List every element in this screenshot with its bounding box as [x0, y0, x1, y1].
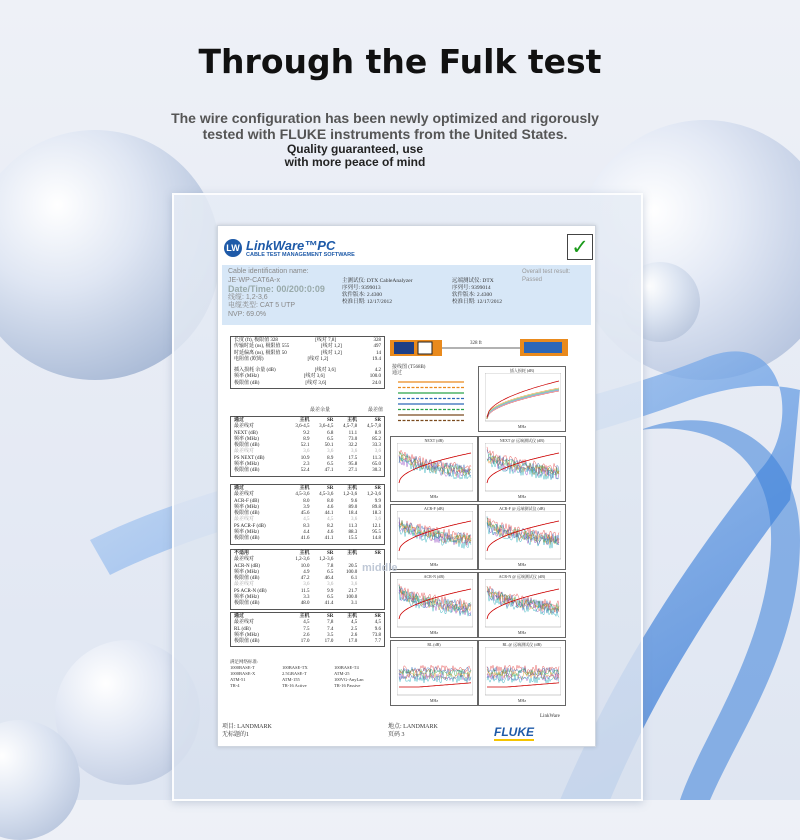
table-cell: 3,6: [374, 517, 382, 523]
test-chart: [478, 640, 566, 706]
test-chart: [390, 436, 478, 502]
footer-left: [222, 723, 272, 739]
table-cell: SR: [326, 418, 334, 423]
table-cell: 73.0: [348, 436, 358, 442]
compliant-label: 满足网络标准:: [230, 659, 259, 664]
summary-cell: [线对 1,2]: [320, 350, 342, 356]
table-cell: 频率 (MHz): [234, 595, 259, 601]
subtitle-line-2: tested with FLUKE instruments from the United States.: [202, 126, 568, 142]
summary-cell: 电阻值 (欧姆): [234, 356, 264, 362]
table-cell: 极限值 (dB): [234, 468, 260, 474]
table-cell: 2.3: [303, 462, 310, 468]
cable-detail: NVP: 69.0%: [228, 310, 267, 318]
table-cell: 8.0: [327, 498, 334, 504]
table-cell: 6.8: [327, 430, 334, 436]
table-cell: 7.8: [327, 563, 334, 569]
summary-cell: 24.0: [372, 380, 381, 386]
table-cell: 最差线对: [234, 620, 255, 626]
table-row: [234, 468, 381, 474]
table-cell: 18.4: [348, 511, 358, 517]
table-cell: 主机: [299, 486, 310, 491]
table-cell: 11.1: [348, 430, 358, 436]
summary-cell: [线对 1,2]: [307, 356, 329, 362]
worst-margin-label: 最差余量: [310, 408, 331, 413]
table-cell: SR: [374, 418, 382, 423]
chart-title: ACR-F @ 远端测试仪 (dB): [499, 506, 545, 511]
table-cell: PS NEXT (dB): [234, 455, 265, 461]
chart-title: RL @ 远端测试仪 (dB): [502, 642, 542, 647]
cable-id-value: JE-WP-CAT6A-x: [228, 276, 280, 284]
table-cell: 89.8: [372, 504, 382, 510]
table-cell: 7,8: [327, 620, 334, 626]
table-cell: 主机: [299, 418, 310, 423]
table-cell: 最差线对: [234, 492, 255, 498]
summary-cell: 插入损耗 余量 (dB): [234, 368, 276, 374]
wiremap-status: 通过: [392, 371, 403, 376]
summary-cell: [线对 1,2]: [320, 344, 342, 350]
table-cell: 4,5-7,8: [343, 424, 358, 430]
table-cell: 极限值 (dB): [234, 443, 260, 449]
table-cell: 4,5: [327, 517, 334, 523]
summary-cell: 长度 (ft), 极限值 328: [234, 338, 278, 343]
table-cell: 9.9: [327, 588, 334, 594]
main-unit-line: 序列号: 9399013: [342, 285, 381, 291]
cable-id-label: Cable identification name:: [228, 268, 309, 275]
table-cell: SR: [326, 614, 334, 619]
table-cell: 主机: [347, 418, 358, 423]
test-chart: [478, 504, 566, 570]
table-cell: 9.2: [303, 430, 310, 436]
table-cell: 2.5: [350, 626, 358, 632]
chart-xlabel: MHz: [517, 630, 527, 635]
overall-result-value: Passed: [522, 277, 543, 283]
summary-cell: 传输时延 (ns), 极限值 555: [234, 344, 290, 350]
table-row: [234, 601, 381, 607]
table-cell: 4,5: [374, 620, 382, 626]
summary-table: [230, 336, 385, 389]
table-cell: 3,6: [303, 582, 310, 588]
table-cell: 30.3: [372, 468, 382, 474]
table-cell: 44.1: [324, 511, 334, 517]
table-cell: 11.5: [300, 588, 310, 594]
summary-cell: 497: [373, 344, 381, 350]
summary-cell: 时延偏离 (ns), 极限值 50: [234, 350, 287, 356]
chart-plot: [397, 579, 473, 631]
table-cell: 47.2: [300, 576, 310, 582]
table-cell: 88.3: [348, 530, 358, 536]
table-cell: 6.5: [327, 436, 334, 442]
chart-plot: [485, 579, 561, 631]
table-cell: 11.3: [372, 455, 382, 461]
results-table: [230, 484, 385, 545]
table-cell: 4,5-7,8: [366, 424, 382, 430]
standards-row: [230, 683, 390, 689]
table-cell: 最差线对: [234, 582, 255, 588]
table-cell: 8.9: [327, 455, 334, 461]
table-cell: 频率 (MHz): [234, 436, 259, 442]
table-cell: NEXT (dB): [234, 430, 258, 436]
table-cell: 主机: [347, 551, 358, 556]
table-cell: 8.9: [374, 430, 382, 436]
table-cell: SR: [374, 551, 382, 556]
table-cell: 2.6: [303, 632, 310, 638]
summary-cell: 14: [376, 350, 381, 356]
table-cell: 8.9: [303, 436, 310, 442]
chart-title: ACR-F (dB): [423, 506, 445, 511]
table-cell: 3,6: [374, 449, 382, 455]
footer-linkware: LinkWare: [540, 714, 560, 719]
table-cell: 8.2: [327, 523, 334, 529]
standard-name: 1000BASE-X: [230, 671, 256, 676]
chart-plot: [485, 511, 561, 563]
table-cell: 7.4: [327, 626, 334, 632]
table-cell: 6.1: [350, 576, 358, 582]
table-cell: 4.9: [303, 569, 310, 575]
standard-name: ATM-155: [282, 677, 300, 682]
table-cell: SR: [374, 614, 382, 619]
table-cell: [357, 601, 381, 607]
standard-name: 100BASE-T4: [334, 665, 359, 670]
table-cell: 通过: [234, 486, 245, 491]
chart-xlabel: MHz: [429, 698, 439, 703]
chart-plot: [397, 443, 473, 495]
summary-cell: [线对 3,6]: [305, 380, 327, 386]
table-row: [234, 639, 381, 645]
date-time: Date/Time: 00/200:0:09: [228, 284, 325, 294]
subtitle: [130, 110, 640, 142]
standard-name: 100BASE-TX: [282, 665, 308, 670]
pass-check-icon: ✓: [567, 234, 593, 260]
table-cell: ACR-F (dB): [234, 498, 260, 504]
table-cell: 4.6: [327, 530, 334, 536]
table-cell: 3,6-4,5: [319, 424, 334, 430]
table-cell: 1,2-3,6: [295, 557, 310, 563]
table-cell: 10.0: [300, 563, 310, 569]
test-chart: [390, 572, 478, 638]
chart-title: 插入损耗 (dB): [509, 368, 535, 373]
table-cell: 主机: [299, 614, 310, 619]
table-cell: 95.5: [372, 530, 382, 536]
summary-row: [234, 357, 381, 363]
headline: Through the Fulk test: [198, 42, 602, 81]
table-cell: 100.0: [345, 595, 358, 601]
main-unit-line: 校准日期: 12/17/2012: [342, 299, 392, 305]
results-table: [230, 549, 385, 610]
network-standards: [230, 659, 390, 689]
standard-name: ATM-51: [230, 677, 246, 682]
remote-unit-line: 校准日期: 12/17/2012: [452, 299, 502, 305]
table-cell: 频率 (MHz): [234, 632, 259, 638]
worst-value-label: 最差值: [368, 408, 384, 413]
table-cell: 3,6: [350, 449, 358, 455]
summary-cell: [线对 3,6]: [314, 368, 336, 374]
table-cell: SR: [374, 486, 382, 491]
table-cell: 52.4: [300, 468, 310, 474]
test-chart: [478, 572, 566, 638]
remote-unit-info: [452, 278, 502, 306]
table-cell: 45.6: [300, 511, 310, 517]
table-cell: 频率 (MHz): [234, 462, 259, 468]
wiremap-title: 接线图 (T568B): [392, 365, 426, 370]
table-cell: 52.1: [300, 443, 310, 449]
brand-subtitle: CABLE TEST MANAGEMENT SOFTWARE: [246, 252, 355, 258]
table-cell: 4.6: [327, 504, 334, 510]
chart-title: ACR-N @ 远端测试仪 (dB): [498, 574, 546, 579]
table-cell: 频率 (MHz): [234, 569, 259, 575]
test-chart: [390, 640, 478, 706]
footer-title: 无标题的1: [222, 732, 250, 738]
chart-plot: [485, 373, 561, 425]
summary-row: [234, 381, 381, 387]
standard-name: TR-16 Passive: [334, 683, 361, 688]
remote-unit-line: 远端测试仪: DTX: [452, 278, 494, 284]
table-cell: 3.1: [350, 601, 358, 607]
tagline: [250, 143, 460, 169]
table-cell: PS ACR-F (dB): [234, 523, 266, 529]
table-cell: 3,6: [327, 449, 334, 455]
table-cell: 100.0: [345, 569, 358, 575]
chart-plot: [397, 647, 473, 699]
table-cell: 3,6: [350, 517, 358, 523]
footer-project: 项目: LANDMARK: [222, 724, 272, 730]
table-cell: 65.0: [372, 462, 382, 468]
table-cell: SR: [326, 551, 334, 556]
chart-xlabel: MHz: [429, 494, 439, 499]
table-cell: 极限值 (dB): [234, 639, 260, 645]
standard-name: 100VG-AnyLan: [334, 677, 364, 682]
linkware-logo: LW: [224, 239, 242, 257]
table-cell: 4,5: [303, 517, 310, 523]
table-cell: 7.7: [374, 639, 382, 645]
table-cell: 3.5: [327, 632, 334, 638]
table-cell: 最差线对: [234, 517, 255, 523]
table-cell: 频率 (MHz): [234, 530, 259, 536]
chart-title: NEXT @ 远端测试仪 (dB): [499, 438, 545, 443]
table-cell: 6.5: [327, 462, 334, 468]
summary-cell: [线对 7,8]: [315, 338, 337, 343]
table-cell: 3.9: [303, 504, 310, 510]
subtitle-line-1: The wire configuration has been newly optimized and rigorously: [171, 110, 599, 126]
table-cell: 2.6: [350, 632, 358, 638]
table-row: [234, 536, 381, 542]
table-cell: 48.0: [300, 601, 310, 607]
cable-info: [228, 268, 325, 319]
table-cell: 50.1: [324, 443, 334, 449]
chart-xlabel: MHz: [429, 562, 439, 567]
table-cell: 33.3: [372, 443, 382, 449]
results-table: [230, 612, 385, 647]
table-cell: 20.5: [348, 563, 358, 569]
wiremap: [392, 365, 425, 377]
table-cell: 41.4: [324, 601, 334, 607]
chart-xlabel: MHz: [517, 698, 527, 703]
table-cell: 17.0: [300, 639, 310, 645]
table-cell: 15.5: [348, 536, 358, 542]
table-cell: 3.3: [303, 595, 310, 601]
footer-site: 地点: LANDMARK: [388, 724, 438, 730]
table-cell: 9.9: [374, 498, 382, 504]
chart-plot: [397, 511, 473, 563]
summary-cell: 频率 (MHz): [234, 374, 259, 380]
tagline-line-2: with more peace of mind: [284, 155, 426, 169]
table-cell: 32.2: [348, 443, 358, 449]
table-cell: 9.6: [350, 498, 358, 504]
cable-length-label: 328 ft: [470, 341, 482, 346]
main-unit-line: 软件版本: 2.4300: [342, 292, 383, 298]
table-cell: 4,5: [303, 620, 310, 626]
chart-title: ACR-N (dB): [423, 574, 445, 579]
cable-detail: 线缆: 1,2-3,6: [228, 293, 268, 301]
wiremap-diagram: [394, 378, 474, 426]
chart-plot: [485, 647, 561, 699]
summary-cell: 极限值 (dB): [234, 380, 260, 386]
table-cell: 频率 (MHz): [234, 504, 259, 510]
table-cell: 3,6: [327, 582, 334, 588]
table-cell: 8.3: [303, 523, 310, 529]
chart-plot: [485, 443, 561, 495]
table-cell: 不适用: [234, 551, 250, 556]
brand-name: LinkWare™PC: [246, 238, 336, 253]
table-cell: 1,2-3,6: [319, 557, 334, 563]
overall-result-label: Overall test result:: [522, 269, 571, 275]
table-cell: 1,2-3,6: [343, 492, 358, 498]
test-report-document: [217, 225, 596, 747]
table-cell: 4,5-3,6: [319, 492, 334, 498]
summary-cell: [线对 3,6]: [303, 374, 325, 380]
table-cell: 21.7: [348, 588, 358, 594]
overall-result: [522, 268, 570, 284]
chart-xlabel: MHz: [517, 562, 527, 567]
standard-name: ATM-25: [334, 671, 350, 676]
tagline-line-1: Quality guaranteed, use: [286, 142, 424, 156]
table-cell: 6.5: [327, 569, 334, 575]
table-cell: 通过: [234, 614, 245, 619]
table-cell: ACR-N (dB): [234, 563, 260, 569]
test-chart: [478, 366, 566, 432]
table-cell: 18.3: [372, 511, 382, 517]
table-cell: 7.5: [303, 626, 310, 632]
table-cell: SR: [326, 486, 334, 491]
table-cell: 73.8: [372, 632, 382, 638]
table-cell: 主机: [347, 486, 358, 491]
table-cell: 4.4: [303, 530, 310, 536]
table-cell: 10.9: [300, 455, 310, 461]
table-cell: 3,6-4,5: [295, 424, 310, 430]
table-cell: 最差线对: [234, 449, 255, 455]
table-cell: 14.8: [372, 536, 382, 542]
chart-xlabel: MHz: [517, 494, 527, 499]
table-cell: 47.1: [324, 468, 334, 474]
test-chart: [478, 436, 566, 502]
footer-right: [388, 723, 438, 739]
table-cell: 极限值 (dB): [234, 576, 260, 582]
table-cell: 17.0: [348, 639, 358, 645]
chart-xlabel: MHz: [429, 630, 439, 635]
table-cell: 8.0: [303, 498, 310, 504]
table-cell: 3,6: [350, 582, 358, 588]
summary-cell: 328: [373, 338, 381, 343]
table-cell: 9.6: [374, 626, 382, 632]
fluke-logo: FLUKE: [494, 725, 534, 739]
table-cell: RL (dB): [234, 626, 251, 632]
table-cell: 17.5: [348, 455, 358, 461]
table-cell: 46.4: [324, 576, 334, 582]
standard-name: TR-4: [230, 683, 240, 688]
table-cell: 极限值 (dB): [234, 601, 260, 607]
table-cell: 41.1: [324, 536, 334, 542]
table-cell: 95.8: [348, 462, 358, 468]
footer-page: 页码 3: [388, 732, 405, 738]
table-cell: 17.0: [324, 639, 334, 645]
remote-unit-line: 序列号: 9399014: [452, 285, 491, 291]
watermark-text: middle: [362, 562, 398, 574]
chart-title: RL (dB): [427, 642, 441, 647]
chart-xlabel: MHz: [517, 424, 527, 429]
table-cell: 85.2: [372, 436, 382, 442]
table-cell: PS ACR-N (dB): [234, 588, 267, 594]
main-unit-line: 主测试仪: DTX CableAnalyzer: [342, 278, 413, 284]
table-cell: 12.1: [372, 523, 382, 529]
results-table: [230, 416, 385, 477]
standard-name: TR-16 Active: [282, 683, 307, 688]
table-cell: 3,6: [303, 449, 310, 455]
table-cell: 1,2-3,6: [366, 492, 382, 498]
table-cell: 极限值 (dB): [234, 511, 260, 517]
table-cell: 27.1: [348, 468, 358, 474]
standard-name: 2.5GBASE-T: [282, 671, 307, 676]
standard-name: 1000BASE-T: [230, 665, 255, 670]
summary-cell: 100.0: [369, 374, 381, 380]
test-chart: [390, 504, 478, 570]
remote-unit-line: 软件版本: 2.4300: [452, 292, 493, 298]
table-cell: 89.0: [348, 504, 358, 510]
table-cell: 主机: [347, 614, 358, 619]
summary-cell: 19.4: [372, 356, 381, 362]
chart-title: NEXT (dB): [424, 438, 444, 443]
table-cell: 通过: [234, 418, 245, 423]
table-cell: 4,5: [350, 620, 358, 626]
table-cell: 最差线对: [234, 557, 255, 563]
table-cell: 6.5: [327, 595, 334, 601]
table-cell: 最差线对: [234, 424, 255, 430]
table-cell: 4,5-3,6: [295, 492, 310, 498]
cable-detail: 电缆类型: CAT 5 UTP: [228, 302, 296, 309]
main-unit-info: [342, 278, 413, 306]
table-cell: 41.6: [300, 536, 310, 542]
table-cell: 11.3: [348, 523, 358, 529]
table-cell: 极限值 (dB): [234, 536, 260, 542]
report-header: [222, 265, 591, 325]
summary-cell: 4.2: [374, 368, 381, 374]
table-cell: 主机: [299, 551, 310, 556]
